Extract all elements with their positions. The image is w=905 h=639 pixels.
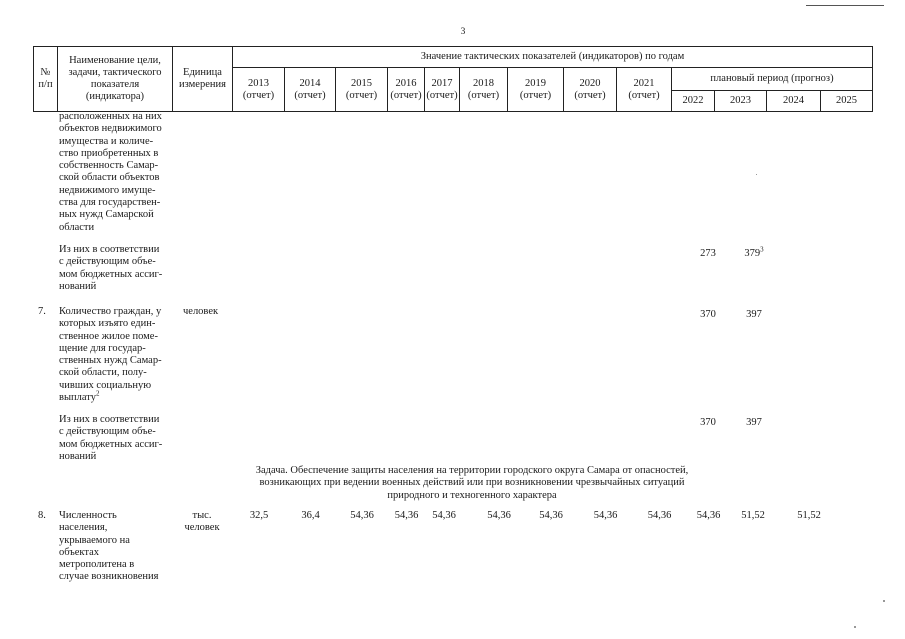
row8-2020: 54,36: [593, 510, 618, 521]
header-year-2015: [336, 68, 388, 112]
header-year-2019: [508, 68, 564, 112]
top-rule: [806, 5, 884, 6]
year-label: 2021: [633, 77, 655, 89]
row7-name-text: Количество граждан, у которых изъято един- ственное жилое поме- щение для государ- ственных нужд Самар- ской области, полу- чивших социальную выплату: [59, 306, 162, 404]
row7-2023: 397: [746, 309, 762, 320]
year-label: 2020: [579, 77, 601, 89]
header-year-2013: [233, 68, 285, 112]
year-note: (отчет): [467, 89, 500, 101]
row8-unit: тыс. человек: [184, 510, 220, 534]
header-name: [58, 47, 173, 112]
header-plan-2024: 2024: [767, 91, 821, 112]
year-label: 2015: [351, 77, 372, 89]
row8-number: 8.: [38, 510, 46, 521]
footnote-marker: 2: [95, 389, 100, 398]
header-plan-title: плановый период (прогноз): [672, 68, 873, 91]
row7-2022: 370: [700, 309, 716, 320]
header-plan-2023: 2023: [715, 91, 767, 112]
row-budget-name: Из них в соответствии с действующим объе- мом бюджетных ассиг- нований: [59, 244, 163, 292]
header-plan-2022: 2022: [672, 91, 715, 112]
year-note: (отчет): [242, 89, 275, 101]
row8-2018: 54,36: [487, 510, 511, 521]
row8-2021: 54,36: [647, 510, 672, 521]
header-num-text: № п/п: [38, 67, 53, 90]
row7-budget-name: Из них в соответствии с действующим объе- мом бюджетных ассиг- нований: [59, 414, 163, 462]
scan-speck: [854, 626, 856, 628]
year-label: 2014: [299, 77, 321, 89]
task-heading: Задача. Обеспечение защиты населения на территории городского округа Самара от опасностей, возникающих при ведении военных действий или при возникновении чрезвычайных ситуаций природного и техногенного характера: [255, 465, 689, 501]
year-note: (отчет): [628, 89, 660, 101]
row8-2019: 54,36: [539, 510, 563, 521]
header-year-2020: [564, 68, 617, 112]
row8-name: Численность населения, укрываемого на объектах метрополитена в случае возникновения: [59, 510, 159, 583]
row7-budget-2022: 370: [700, 417, 716, 428]
year-note: (отчет): [294, 89, 326, 101]
year-label: 2017: [431, 77, 453, 89]
row-budget-2023: [728, 245, 780, 260]
row8-2015: 54,36: [350, 510, 374, 521]
header-unit: [173, 47, 233, 112]
row8-2013: 32,5: [249, 510, 269, 521]
row8-2014: 36,4: [301, 510, 320, 521]
header-year-2014: [285, 68, 336, 112]
row7-unit: человек: [183, 306, 219, 317]
header-unit-text: Единица измерения: [179, 67, 226, 90]
year-note: (отчет): [426, 89, 458, 101]
row8-2017: 54,36: [432, 510, 456, 521]
row7-name: [59, 306, 162, 404]
year-label: 2016: [395, 77, 417, 89]
footnote-marker: 3: [760, 245, 764, 254]
header-name-text: Наименование цели, задачи, тактического показателя (индикатора): [68, 55, 162, 102]
year-note: (отчет): [574, 89, 606, 101]
header-year-2018: [460, 68, 508, 112]
year-note: (отчет): [519, 89, 552, 101]
header-num: [34, 47, 58, 112]
year-label: 2019: [525, 77, 546, 89]
indicator-table-header: [33, 46, 873, 112]
continued-indicator-name: расположенных на них объектов недвижимого имущества и количе- ство приобретенных в собственность Самар- ской области объектов недвижимого имуще- ства для государствен- ных нужд Самарской области: [59, 111, 162, 233]
row8-2022: 54,36: [696, 510, 721, 521]
row8-2024: 51,52: [797, 510, 821, 521]
row7-budget-2023: 397: [746, 417, 762, 428]
row-budget-2023-value: 379: [744, 248, 761, 259]
header-values-title: Значение тактических показателей (индикаторов) по годам: [233, 47, 873, 68]
header-year-2021: [617, 68, 672, 112]
year-note: (отчет): [390, 89, 422, 101]
scan-speck: [756, 174, 757, 175]
row8-2016: 54,36: [394, 510, 419, 521]
header-year-2017: [425, 68, 460, 112]
row7-number: 7.: [38, 306, 46, 317]
row8-2023: 51,52: [741, 510, 765, 521]
year-label: 2018: [473, 77, 494, 89]
header-year-2016: [388, 68, 425, 112]
page-number: 3: [460, 27, 466, 37]
year-label: 2013: [248, 77, 269, 89]
scan-speck: [883, 600, 885, 602]
header-plan-2025: 2025: [821, 91, 873, 112]
year-note: (отчет): [345, 89, 378, 101]
row-budget-2022: 273: [700, 248, 716, 259]
